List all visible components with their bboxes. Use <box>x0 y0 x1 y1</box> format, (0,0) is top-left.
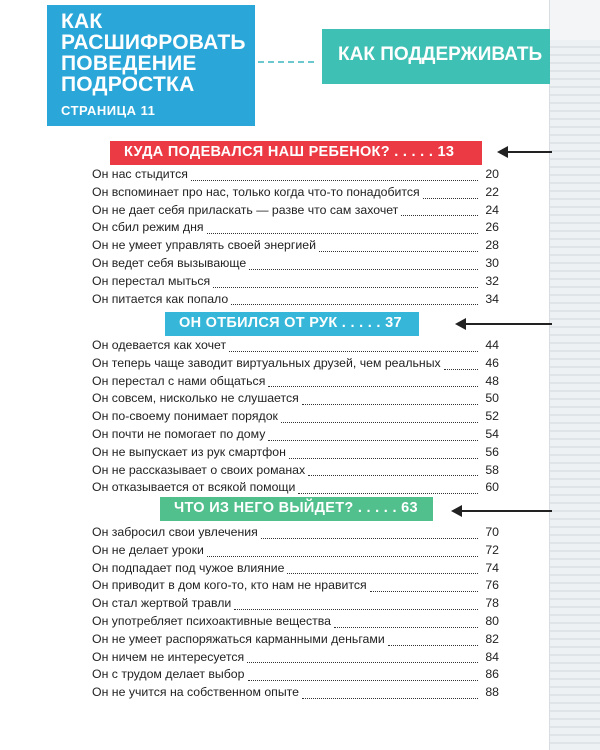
toc-entry[interactable] <box>92 427 499 445</box>
entry-page: 86 <box>485 667 499 682</box>
arrow-left-icon <box>451 505 462 517</box>
dot-leader <box>207 232 478 234</box>
entry-title: Он совсем, нисколько не слушается <box>92 391 299 406</box>
entry-title: Он забросил свои увлечения <box>92 525 258 539</box>
entry-page: 22 <box>485 184 499 199</box>
dot-leader <box>444 368 478 370</box>
arrow-line <box>506 151 552 153</box>
entry-title: Он приводит в дом кого-то, кто нам не нравится <box>92 578 367 593</box>
section-heading-1: КУДА ПОДЕВАЛСЯ НАШ РЕБЕНОК? . . . . . 13 <box>110 141 482 165</box>
toc-entry[interactable] <box>92 561 499 579</box>
toc-list-1 <box>92 167 499 309</box>
page-label: СТРАНИЦА 11 <box>61 103 156 118</box>
toc-entry[interactable] <box>92 480 499 498</box>
toc-list-3 <box>92 525 499 703</box>
dot-leader <box>302 403 478 405</box>
title-block <box>47 5 255 126</box>
entry-page: 74 <box>485 560 499 575</box>
dashed-connector <box>258 61 314 63</box>
entry-page: 28 <box>485 238 499 253</box>
entry-title: Он не дает себя приласкать — разве что сам захочет <box>92 202 399 217</box>
toc-entry[interactable] <box>92 292 499 310</box>
entry-page: 58 <box>485 462 499 477</box>
entry-page: 72 <box>485 542 499 557</box>
dot-leader <box>287 572 478 574</box>
toc-entry[interactable] <box>92 167 499 185</box>
entry-page: 34 <box>485 291 499 306</box>
entry-page: 50 <box>485 391 499 406</box>
toc-entry[interactable] <box>92 356 499 374</box>
entry-title: Он теперь чаще заводит виртуальных друзей, чем реальных <box>92 355 441 370</box>
toc-entry[interactable] <box>92 391 499 409</box>
arrow-line <box>460 510 552 512</box>
toc-entry[interactable] <box>92 578 499 596</box>
dot-leader <box>401 214 478 216</box>
section-heading-2: ОН ОТБИЛСЯ ОТ РУК . . . . . 37 <box>165 312 419 336</box>
dot-leader <box>207 555 478 557</box>
dot-leader <box>213 286 478 288</box>
entry-title: Он по-своему понимает порядок <box>92 409 278 424</box>
toc-entry[interactable] <box>92 525 499 543</box>
entry-page: 44 <box>485 338 499 352</box>
entry-page: 70 <box>485 525 499 539</box>
entry-title: Он сбил режим дня <box>92 220 204 235</box>
entry-page: 76 <box>485 578 499 593</box>
entry-page: 88 <box>485 685 499 700</box>
dot-leader <box>268 439 478 441</box>
toc-entry[interactable] <box>92 185 499 203</box>
toc-entry[interactable] <box>92 543 499 561</box>
entry-page: 46 <box>485 355 499 370</box>
entry-page: 60 <box>485 480 499 495</box>
toc-entry[interactable] <box>92 463 499 481</box>
entry-title: Он стал жертвой травли <box>92 596 232 611</box>
dot-leader <box>334 626 478 628</box>
entry-title: Он не делает уроки <box>92 542 204 557</box>
dot-leader <box>319 250 478 252</box>
toc-entry[interactable] <box>92 632 499 650</box>
dot-leader <box>423 197 478 199</box>
page-edge <box>549 0 600 750</box>
dot-leader <box>261 537 478 539</box>
entry-title: Он перестал с нами общаться <box>92 373 266 388</box>
toc-entry[interactable] <box>92 274 499 292</box>
entry-page: 82 <box>485 631 499 646</box>
dot-leader <box>302 697 478 699</box>
title-line: ПОДРОСТКА <box>61 73 195 96</box>
arrow-left-icon <box>455 318 466 330</box>
entry-title: Он перестал мыться <box>92 273 211 288</box>
page-edge-top <box>550 0 600 40</box>
arrow-line <box>464 323 552 325</box>
dot-leader <box>289 457 478 459</box>
dot-leader <box>281 421 478 423</box>
toc-entry[interactable] <box>92 596 499 614</box>
toc-entry[interactable] <box>92 445 499 463</box>
entry-page: 54 <box>485 426 499 441</box>
entry-title: Он нас стыдится <box>92 167 188 181</box>
dot-leader <box>249 268 478 270</box>
entry-page: 80 <box>485 613 499 628</box>
entry-title: Он подпадает под чужое влияние <box>92 560 285 575</box>
entry-page: 52 <box>485 409 499 424</box>
dot-leader <box>308 474 478 476</box>
dot-leader <box>247 661 478 663</box>
toc-entry[interactable] <box>92 409 499 427</box>
dot-leader <box>268 385 478 387</box>
entry-title: Он не рассказывает о своих романах <box>92 462 306 477</box>
entry-title: Он с трудом делает выбор <box>92 667 245 682</box>
dot-leader <box>234 608 478 610</box>
dot-leader <box>191 179 478 181</box>
toc-list-2 <box>92 338 499 498</box>
toc-entry[interactable] <box>92 220 499 238</box>
entry-page: 56 <box>485 444 499 459</box>
chapter-tab: КАК ПОДДЕРЖИВАТЬ <box>322 29 550 84</box>
toc-entry[interactable] <box>92 685 499 703</box>
dot-leader <box>229 350 478 352</box>
dot-leader <box>298 492 478 494</box>
entry-title: Он питается как попало <box>92 291 229 306</box>
title-line: КАК <box>61 10 103 33</box>
dot-leader <box>231 303 478 305</box>
title-line: ПОВЕДЕНИЕ <box>61 52 197 75</box>
dot-leader <box>370 590 478 592</box>
entry-title: Он употребляет психоактивные вещества <box>92 613 331 628</box>
toc-entry[interactable] <box>92 650 499 668</box>
toc-entry[interactable] <box>92 238 499 256</box>
entry-page: 84 <box>485 649 499 664</box>
toc-entry[interactable] <box>92 203 499 221</box>
entry-title: Он не учится на собственном опыте <box>92 685 300 700</box>
entry-title: Он ничем не интересуется <box>92 649 245 664</box>
toc-entry[interactable] <box>92 667 499 685</box>
entry-title: Он ведет себя вызывающе <box>92 255 247 270</box>
entry-page: 78 <box>485 596 499 611</box>
entry-title: Он не умеет распоряжаться карманными деньгами <box>92 631 385 646</box>
toc-entry[interactable] <box>92 256 499 274</box>
entry-page: 30 <box>485 255 499 270</box>
toc-entry[interactable] <box>92 614 499 632</box>
entry-title: Он отказывается от всякой помощи <box>92 480 296 495</box>
entry-page: 48 <box>485 373 499 388</box>
entry-title: Он вспоминает про нас, только когда что-то понадобится <box>92 184 420 199</box>
entry-title: Он не умеет управлять своей энергией <box>92 238 316 253</box>
dot-leader <box>248 679 479 681</box>
arrow-left-icon <box>497 146 508 158</box>
entry-page: 20 <box>485 167 499 181</box>
dot-leader <box>388 644 478 646</box>
toc-entry[interactable] <box>92 374 499 392</box>
title-line: РАСШИФРОВАТЬ <box>61 31 246 54</box>
entry-page: 32 <box>485 273 499 288</box>
entry-title: Он одевается как хочет <box>92 338 227 352</box>
entry-page: 24 <box>485 202 499 217</box>
entry-page: 26 <box>485 220 499 235</box>
toc-entry[interactable] <box>92 338 499 356</box>
entry-title: Он почти не помогает по дому <box>92 426 266 441</box>
section-heading-3: ЧТО ИЗ НЕГО ВЫЙДЕТ? . . . . . 63 <box>160 497 433 521</box>
entry-title: Он не выпускает из рук смартфон <box>92 444 286 459</box>
